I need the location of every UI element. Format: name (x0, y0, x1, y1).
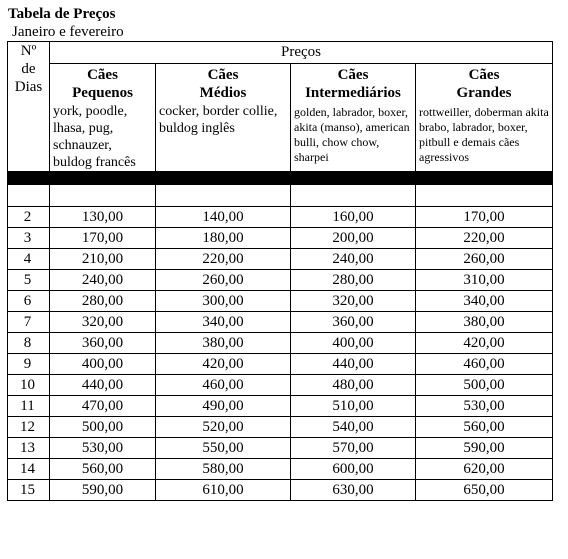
category-label-line2: Médios (199, 85, 247, 101)
price-cell: 320,00 (50, 312, 156, 333)
category-large (416, 64, 553, 172)
category-breeds: golden, labrador, boxer, akita (manso), american bulli, chow chow, sharpei (294, 105, 410, 164)
category-label-line1: Cães (87, 67, 118, 83)
price-cell: 530,00 (416, 396, 553, 417)
price-cell: 360,00 (50, 333, 156, 354)
price-cell: 530,00 (50, 438, 156, 459)
table-row (8, 291, 553, 312)
days-cell: 12 (8, 417, 50, 438)
price-cell: 480,00 (291, 375, 416, 396)
days-cell: 13 (8, 438, 50, 459)
price-cell: 340,00 (156, 312, 291, 333)
price-cell: 420,00 (416, 333, 553, 354)
price-cell: 540,00 (291, 417, 416, 438)
price-cell: 340,00 (416, 291, 553, 312)
table-row (8, 354, 553, 375)
category-label-line2: Pequenos (72, 85, 133, 101)
category-breeds: rottweiller, doberman akita brabo, labrador, boxer, pitbull e demais cães agressivos (419, 105, 549, 164)
days-cell: 10 (8, 375, 50, 396)
category-medium (156, 64, 291, 172)
days-cell: 7 (8, 312, 50, 333)
price-table (7, 41, 553, 501)
price-cell: 500,00 (416, 375, 553, 396)
price-cell: 590,00 (50, 480, 156, 501)
price-cell: 570,00 (291, 438, 416, 459)
price-cell: 420,00 (156, 354, 291, 375)
category-label-line2: Grandes (456, 85, 512, 101)
price-cell: 240,00 (50, 270, 156, 291)
price-cell: 240,00 (291, 249, 416, 270)
price-cell: 160,00 (291, 207, 416, 228)
table-row (8, 249, 553, 270)
table-row (8, 375, 553, 396)
price-cell: 260,00 (156, 270, 291, 291)
price-cell: 170,00 (50, 228, 156, 249)
table-row (8, 417, 553, 438)
price-cell: 140,00 (156, 207, 291, 228)
days-cell: 4 (8, 249, 50, 270)
price-cell: 380,00 (416, 312, 553, 333)
category-label-line1: Cães (207, 67, 239, 83)
price-cell: 610,00 (156, 480, 291, 501)
price-cell: 550,00 (156, 438, 291, 459)
price-cell: 200,00 (291, 228, 416, 249)
price-cell: 280,00 (291, 270, 416, 291)
table-row (8, 438, 553, 459)
table-row (8, 459, 553, 480)
price-cell: 600,00 (291, 459, 416, 480)
header-row-categories (8, 64, 553, 172)
category-intermediate (291, 64, 416, 172)
price-cell: 460,00 (156, 375, 291, 396)
days-cell: 2 (8, 207, 50, 228)
header-days (8, 42, 50, 172)
table-row (8, 480, 553, 501)
days-cell: 3 (8, 228, 50, 249)
price-cell: 210,00 (50, 249, 156, 270)
blank-row (8, 185, 553, 207)
table-row (8, 333, 553, 354)
price-cell: 500,00 (50, 417, 156, 438)
price-rows (8, 207, 553, 501)
price-cell: 170,00 (416, 207, 553, 228)
price-cell: 560,00 (50, 459, 156, 480)
days-cell: 14 (8, 459, 50, 480)
price-cell: 400,00 (50, 354, 156, 375)
category-label-line1: Cães (468, 67, 500, 83)
price-cell: 590,00 (416, 438, 553, 459)
price-cell: 130,00 (50, 207, 156, 228)
price-cell: 650,00 (416, 480, 553, 501)
header-separator-bar (8, 172, 553, 185)
category-label-line2: Intermediários (305, 85, 401, 101)
days-cell: 8 (8, 333, 50, 354)
price-cell: 580,00 (156, 459, 291, 480)
page-subtitle: Janeiro e fevereiro (12, 24, 124, 40)
price-cell: 490,00 (156, 396, 291, 417)
header-days-line3: Dias (14, 79, 43, 95)
price-cell: 300,00 (156, 291, 291, 312)
days-cell: 9 (8, 354, 50, 375)
category-label-line1: Cães (337, 67, 369, 83)
category-small (50, 64, 156, 172)
price-cell: 220,00 (156, 249, 291, 270)
category-breeds: york, poodle, lhasa, pug, schnauzer, buldog francês (53, 104, 136, 170)
table-row (8, 270, 553, 291)
price-cell: 220,00 (416, 228, 553, 249)
table-row (8, 312, 553, 333)
price-cell: 280,00 (50, 291, 156, 312)
price-cell: 620,00 (416, 459, 553, 480)
price-cell: 320,00 (291, 291, 416, 312)
days-cell: 15 (8, 480, 50, 501)
price-cell: 400,00 (291, 333, 416, 354)
header-row-group (8, 42, 553, 64)
price-cell: 360,00 (291, 312, 416, 333)
price-cell: 460,00 (416, 354, 553, 375)
price-cell: 310,00 (416, 270, 553, 291)
days-cell: 11 (8, 396, 50, 417)
price-cell: 520,00 (156, 417, 291, 438)
category-breeds: cocker, border collie, buldog inglês (159, 104, 278, 136)
header-prices-group: Preços (50, 42, 553, 64)
table-row (8, 207, 553, 228)
price-cell: 560,00 (416, 417, 553, 438)
page-title: Tabela de Preços (8, 6, 116, 22)
price-cell: 440,00 (50, 375, 156, 396)
price-cell: 630,00 (291, 480, 416, 501)
price-cell: 510,00 (291, 396, 416, 417)
price-cell: 380,00 (156, 333, 291, 354)
price-cell: 180,00 (156, 228, 291, 249)
table-row (8, 228, 553, 249)
header-days-line2: de (21, 61, 36, 77)
days-cell: 5 (8, 270, 50, 291)
price-cell: 470,00 (50, 396, 156, 417)
days-cell: 6 (8, 291, 50, 312)
table-row (8, 396, 553, 417)
price-cell: 260,00 (416, 249, 553, 270)
header-days-line1: Nº (20, 43, 37, 59)
price-cell: 440,00 (291, 354, 416, 375)
